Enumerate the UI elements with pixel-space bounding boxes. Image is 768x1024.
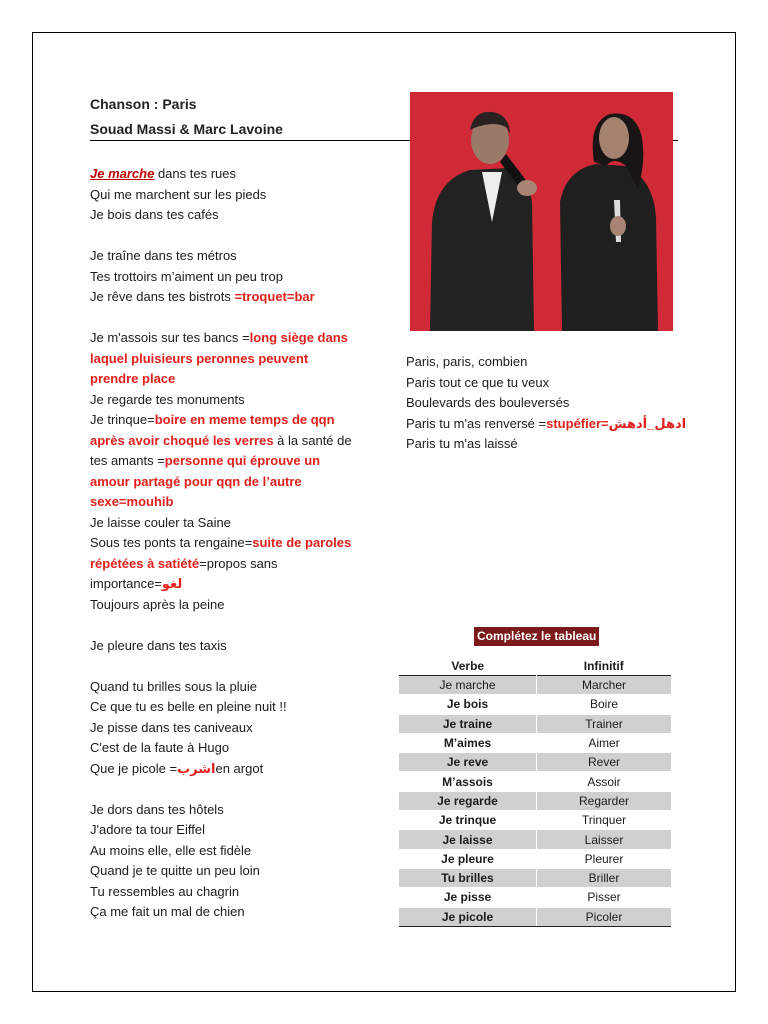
lyric-line: répétées à satiété=propos sans [90, 555, 278, 571]
lyric-line: Je dors dans tes hôtels [90, 801, 224, 817]
singers-photo [410, 92, 673, 331]
highlighted-verb: Je marche [90, 166, 155, 181]
table-row [399, 714, 671, 733]
lyric-line: Quand tu brilles sous la pluie [90, 678, 257, 694]
lyric-line: Toujours après la peine [90, 596, 225, 612]
table-row [399, 868, 671, 887]
table-row [399, 830, 671, 849]
song-title: Chanson : Paris [90, 96, 197, 112]
lyric-line: Ça me fait un mal de chien [90, 904, 245, 919]
infinitive-cell: Briller [537, 868, 672, 887]
infinitive-cell: Trainer [537, 714, 672, 733]
lyric-line: après avoir choqué les verres à la santé de [90, 432, 352, 448]
definition: personne qui éprouve un [164, 453, 321, 468]
infinitive-cell: Marcher [537, 676, 672, 695]
arabic-definition: لغو [161, 576, 183, 591]
definition: boire en meme temps de qqn [154, 412, 335, 427]
refrain-line: Paris tout ce que tu veux [406, 374, 550, 390]
definition: laquel pluisieurs peronnes peuvent [90, 350, 309, 366]
verb-cell: Je regarde [399, 791, 537, 810]
verb-cell: Je pisse [399, 888, 537, 907]
table-row [399, 849, 671, 868]
verb-cell: Je pleure [399, 849, 537, 868]
infinitive-cell: Rever [537, 753, 672, 772]
singers-photo-illustration [410, 92, 673, 331]
lyric-line: Quand je te quitte un peu loin [90, 863, 260, 878]
verb-cell: Je trinque [399, 811, 537, 830]
definition: suite de paroles [252, 535, 352, 550]
lyrics [90, 164, 365, 923]
verb-cell: Je traine [399, 714, 537, 733]
refrain-line: Paris tu m'as laissé [406, 436, 518, 451]
infinitive-cell: Trinquer [537, 811, 672, 830]
verb-cell: Je picole [399, 907, 537, 926]
refrain [406, 352, 696, 455]
definition: amour partagé pour qqn de l’autre [90, 473, 302, 489]
lyric-line: Je bois dans tes cafés [90, 207, 219, 222]
lyric-line: Je trinque=boire en meme temps de qqn [90, 412, 335, 427]
verb-cell: Je laisse [399, 830, 537, 849]
refrain-line: Paris tu m'as renversé =stupéfier=ادهل_أدهش [406, 415, 687, 431]
table-row [399, 733, 671, 752]
lyric-line: Je regarde tes monuments [90, 391, 245, 407]
infinitive-cell: Pleurer [537, 849, 672, 868]
lyric-line: Ce que tu es belle en pleine nuit !! [90, 699, 287, 714]
lyric-line: Je traîne dans tes métros [90, 248, 237, 263]
lyric-line: Je pisse dans tes caniveaux [90, 719, 253, 735]
refrain-line: Boulevards des bouleversés [406, 395, 570, 410]
infinitive-cell: Laisser [537, 830, 672, 849]
lyric-line: Tes trottoirs m’aiment un peu trop [90, 268, 283, 284]
table-row [399, 791, 671, 810]
definition: =troquet=bar [234, 289, 315, 304]
table-row [399, 753, 671, 772]
verb-cell: M’aimes [399, 733, 537, 752]
lyric-line: C'est de la faute à Hugo [90, 740, 230, 755]
lyric-line: J'adore ta tour Eiffel [90, 822, 205, 837]
lyric-line: Au moins elle, elle est fidèle [90, 842, 252, 858]
verb-cell: Je bois [399, 695, 537, 714]
arabic-definition: ادهل_أدهش [608, 415, 687, 431]
lyric-line: tes amants =personne qui éprouve un [90, 453, 321, 468]
verb-cell: M’assois [399, 772, 537, 791]
table-row [399, 772, 671, 791]
lyric-line: Je m'assois sur tes bancs =long siège dans [90, 330, 348, 345]
verb-cell: Je marche [399, 676, 537, 695]
infinitive-cell: Aimer [537, 733, 672, 752]
lyric-line: Je rêve dans tes bistrots =troquet=bar [90, 289, 315, 304]
infinitive-cell: Boire [537, 695, 672, 714]
song-artists: Souad Massi & Marc Lavoine [90, 121, 283, 137]
table-row [399, 676, 671, 695]
lyric-line: Tu ressembles au chagrin [90, 883, 240, 899]
table-row [399, 695, 671, 714]
arabic-definition: اشرب [177, 760, 216, 776]
verb-table [399, 657, 671, 927]
verb-cell: Tu brilles [399, 868, 537, 887]
infinitive-cell: Assoir [537, 772, 672, 791]
verb-cell: Je reve [399, 753, 537, 772]
lyric-line: Je laisse couler ta Saine [90, 514, 231, 530]
table-header-row [399, 657, 671, 676]
lyric-line: Que je picole =اشربen argot [90, 760, 264, 776]
lyric-line: Sous tes ponts ta rengaine=suite de paroles [90, 535, 352, 550]
infinitive-cell: Pisser [537, 888, 672, 907]
column-header-infinitive: Infinitif [583, 659, 624, 673]
refrain-line: Paris, paris, combien [406, 354, 528, 369]
definition: répétées à satiété [90, 555, 200, 571]
definition: sexe=mouhib [90, 494, 174, 509]
infinitive-cell: Regarder [537, 791, 672, 810]
lyric-line: Je pleure dans tes taxis [90, 637, 227, 653]
definition: après avoir choqué les verres [90, 432, 274, 448]
lyric-line: importance=لغو [90, 576, 183, 591]
lyric-line: Je marche dans tes rues [90, 166, 236, 181]
infinitive-cell: Picoler [537, 907, 672, 926]
lyric-line: Qui me marchent sur les pieds [90, 186, 267, 202]
definition: stupéfier= [546, 415, 609, 431]
definition: long siège dans [249, 330, 348, 345]
column-header-verb: Verbe [451, 659, 485, 673]
table-row [399, 907, 671, 926]
table-row [399, 811, 671, 830]
definition: prendre place [90, 371, 176, 386]
table-row [399, 888, 671, 907]
exercise-instruction: Complétez le tableau [474, 627, 599, 646]
